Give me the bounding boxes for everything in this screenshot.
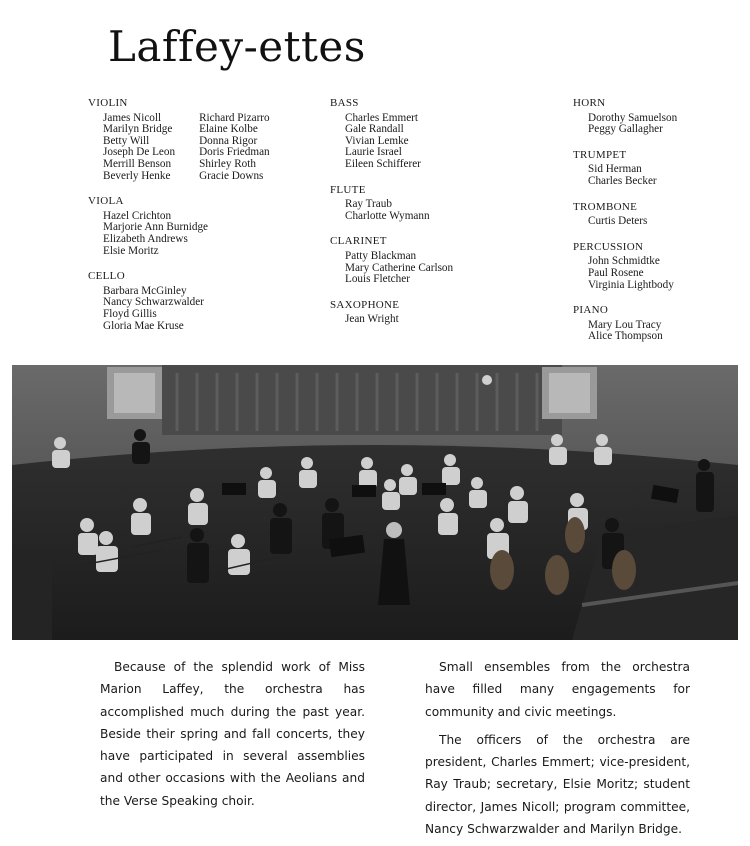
member-name: Sid Herman	[588, 163, 642, 176]
body-text-right	[425, 656, 690, 846]
member-name: Charles Emmert	[345, 111, 419, 124]
member-name: Alice Thompson	[588, 330, 663, 343]
orchestra-photo	[12, 365, 738, 640]
member-name: Elsie Moritz	[103, 244, 159, 257]
name-list	[199, 113, 270, 183]
member-name: Paul Rosene	[588, 266, 644, 279]
name-list	[103, 113, 175, 183]
paragraph: The officers of the orchestra are president, Charles Emmert; vice-president, Ray Traub; secretary, Elsie Moritz; student director, James Nicoll; program committee, Nancy Schwarzwalder and Marilyn Bridge.	[425, 732, 690, 837]
instrument-section	[330, 236, 453, 285]
member-name: Marilyn Bridge	[103, 123, 173, 136]
section-heading: FLUTE	[330, 183, 366, 196]
section-heading: PERCUSSION	[573, 240, 644, 253]
instrument-section	[573, 98, 677, 136]
instrument-section	[573, 305, 677, 343]
paragraph: Small ensembles from the orchestra have filled many engagements for community and civic meetings.	[425, 660, 690, 719]
section-heading: PIANO	[573, 304, 609, 317]
member-name: Elizabeth Andrews	[103, 232, 188, 245]
instrument-section	[573, 150, 677, 188]
section-heading: TRUMPET	[573, 148, 627, 161]
name-list	[103, 211, 208, 257]
member-name: Nancy Schwarzwalder	[103, 296, 204, 309]
member-name: Charles Becker	[588, 174, 657, 187]
roster-column	[573, 98, 677, 357]
member-name: Floyd Gillis	[103, 307, 157, 320]
member-name: Barbara McGinley	[103, 284, 187, 297]
instrument-section	[330, 185, 453, 223]
section-heading: CELLO	[88, 270, 125, 283]
paragraph: Because of the splendid work of Miss Marion Laffey, the orchestra has accomplished much during the past year. Beside their spring and fall concerts, they have participated in several assemblies and other occasions with the Aeolians and the Verse Speaking choir.	[100, 660, 365, 808]
member-name: Elaine Kolbe	[199, 123, 258, 136]
member-name: Virginia Lightbody	[588, 278, 674, 291]
instrument-section	[88, 196, 270, 257]
instrument-section	[88, 98, 270, 182]
instrument-section	[88, 271, 270, 332]
name-list	[103, 286, 204, 332]
member-name: Merrill Benson	[103, 157, 172, 170]
member-name: Gracie Downs	[199, 169, 264, 182]
name-list	[588, 256, 674, 291]
name-list	[588, 113, 677, 136]
member-name: Ray Traub	[345, 198, 392, 211]
member-name: Peggy Gallagher	[588, 123, 663, 136]
member-name: Charlotte Wymann	[345, 209, 430, 222]
member-name: James Nicoll	[103, 111, 162, 124]
name-list	[588, 320, 663, 343]
member-name: Hazel Crichton	[103, 209, 172, 222]
member-name: Laurie Israel	[345, 146, 402, 159]
section-heading: CLARINET	[330, 235, 387, 248]
section-heading: VIOLA	[88, 195, 124, 208]
member-name: Eileen Schifferer	[345, 157, 421, 170]
name-list	[345, 113, 421, 171]
member-name: Donna Rigor	[199, 134, 258, 147]
name-list	[345, 199, 430, 222]
section-heading: SAXOPHONE	[330, 298, 400, 311]
member-name: Doris Friedman	[199, 146, 270, 159]
member-name: Richard Pizarro	[199, 111, 270, 124]
instrument-section	[573, 202, 677, 228]
section-heading: BASS	[330, 97, 359, 109]
instrument-section	[330, 98, 453, 171]
member-name: Dorothy Samuelson	[588, 111, 678, 124]
section-heading: HORN	[573, 97, 606, 109]
body-text-left	[100, 656, 365, 818]
member-name: Betty Will	[103, 134, 150, 147]
member-name: Marjorie Ann Burnidge	[103, 221, 209, 234]
instrument-section	[573, 242, 677, 291]
section-heading: TROMBONE	[573, 200, 638, 213]
member-name: Gale Randall	[345, 123, 404, 136]
member-name: Beverly Henke	[103, 169, 171, 182]
member-name: Gloria Mae Kruse	[103, 319, 184, 332]
member-name: Shirley Roth	[199, 157, 256, 170]
member-name: Jean Wright	[345, 313, 399, 326]
member-name: Mary Lou Tracy	[588, 318, 662, 331]
member-name: Patty Blackman	[345, 249, 417, 262]
member-name: Louis Fletcher	[345, 273, 410, 286]
name-list	[345, 251, 453, 286]
roster-column	[88, 98, 270, 346]
member-name: Mary Catherine Carlson	[345, 261, 454, 274]
member-name: Curtis Deters	[588, 215, 648, 228]
name-list	[588, 216, 647, 228]
member-name: John Schmidtke	[588, 255, 660, 268]
member-name: Vivian Lemke	[345, 134, 409, 147]
instrument-section	[330, 300, 453, 326]
roster-column	[330, 98, 453, 340]
page-title: Laffey-ettes	[108, 22, 366, 71]
name-list	[588, 164, 657, 187]
member-name: Joseph De Leon	[103, 146, 176, 159]
section-heading: VIOLIN	[88, 97, 128, 109]
name-list	[345, 314, 399, 326]
